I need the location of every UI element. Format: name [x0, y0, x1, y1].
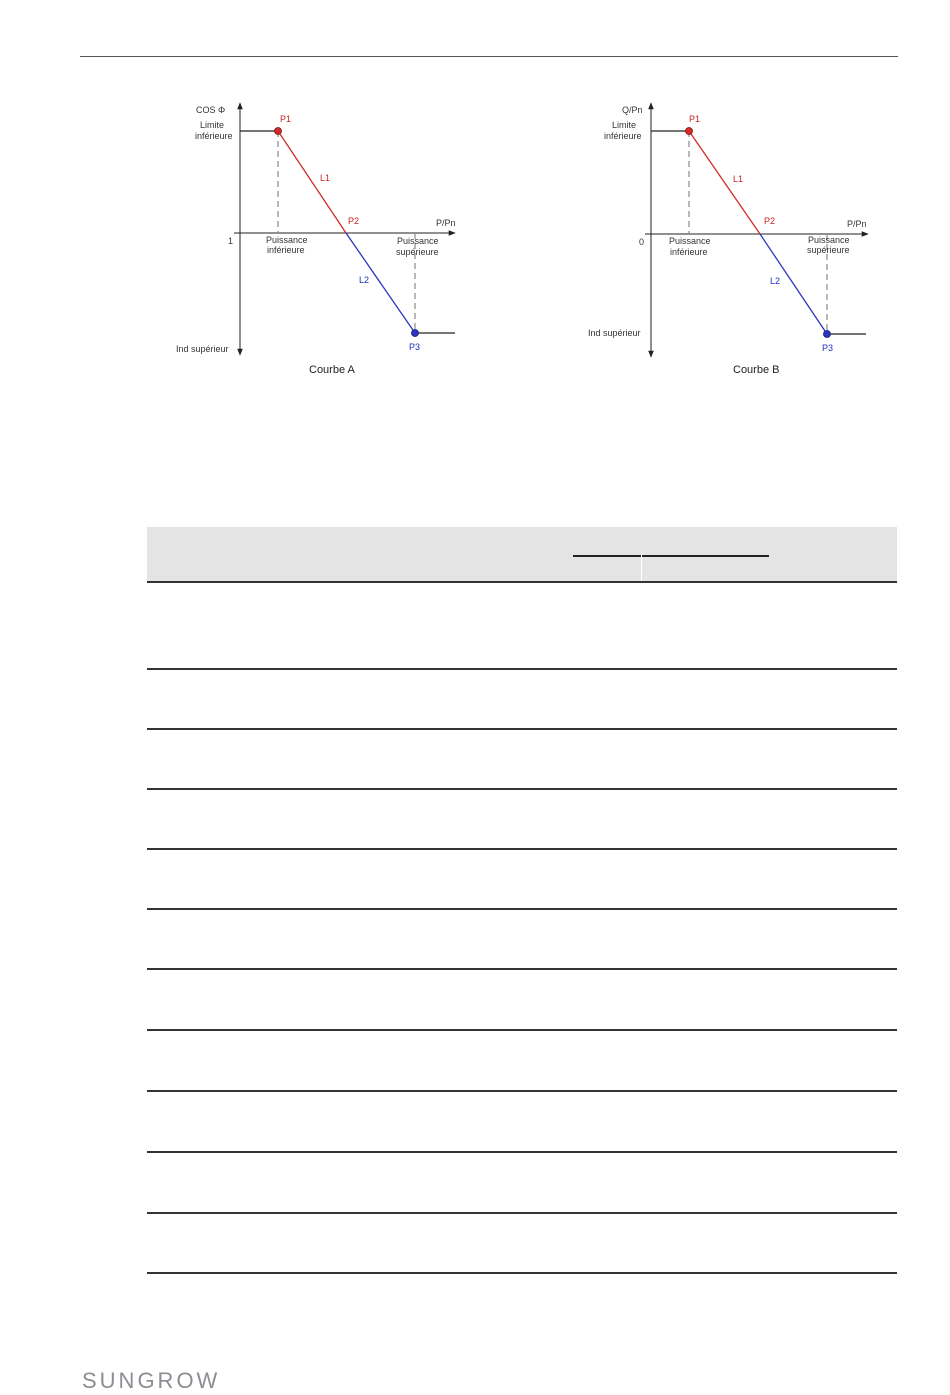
point-p1-marker	[275, 128, 282, 135]
line-l2-label: L2	[770, 276, 781, 286]
column-divider	[641, 555, 642, 581]
x-upper-label-line2: supérieure	[807, 245, 850, 255]
point-p2-label: P2	[348, 216, 360, 226]
upper-y-label-line1: Limite	[200, 120, 225, 130]
upper-y-label-line1: Limite	[612, 120, 637, 130]
x-lower-label-line1: Puissance	[669, 236, 711, 246]
lower-y-label: Ind supérieur	[588, 328, 641, 338]
upper-y-label-line2: inférieure	[195, 131, 233, 141]
sungrow-logo: SUNGROW	[82, 1368, 221, 1393]
figure-courbe-a	[176, 103, 456, 376]
figure-caption: Courbe B	[733, 364, 780, 376]
segment-l1	[689, 131, 760, 234]
origin-label: 1	[228, 236, 234, 246]
figure-courbe-b	[588, 103, 868, 376]
x-lower-label-line1: Puissance	[266, 235, 308, 245]
point-p2-label: P2	[764, 216, 776, 226]
line-l1-label: L1	[733, 174, 744, 184]
x-upper-label-line2: supérieure	[396, 247, 439, 257]
point-p1-marker	[686, 128, 693, 135]
figure-caption: Courbe A	[309, 364, 355, 376]
segment-l1	[278, 131, 346, 233]
y-axis-label: Q/Pn	[622, 105, 643, 115]
x-upper-label-line1: Puissance	[397, 236, 439, 246]
point-p1-label: P1	[689, 114, 701, 124]
y-axis-label: COS Φ	[196, 105, 226, 115]
point-p3-marker	[824, 331, 831, 338]
table-row	[147, 910, 897, 970]
point-p3-marker	[412, 330, 419, 337]
header-underline	[573, 555, 769, 557]
x-upper-label-line1: Puissance	[808, 235, 850, 245]
figures-svg	[0, 0, 950, 400]
upper-y-label-line2: inférieure	[604, 131, 642, 141]
point-p3-label: P3	[822, 343, 834, 353]
table-row	[147, 850, 897, 910]
table-row	[147, 1153, 897, 1214]
table-row	[147, 790, 897, 850]
origin-label: 0	[639, 237, 645, 247]
line-l1-label: L1	[320, 173, 331, 183]
table-row	[147, 970, 897, 1031]
x-lower-label-line2: inférieure	[670, 247, 708, 257]
table-row	[147, 1092, 897, 1153]
point-p1-label: P1	[280, 114, 292, 124]
table-row	[147, 730, 897, 790]
table-row	[147, 1214, 897, 1274]
line-l2-label: L2	[359, 275, 370, 285]
point-p3-label: P3	[409, 342, 421, 352]
parameter-table	[147, 527, 897, 1274]
table-header	[147, 527, 897, 583]
table-row	[147, 1031, 897, 1092]
lower-y-label: Ind supérieur	[176, 344, 229, 354]
table-row	[147, 583, 897, 670]
x-lower-label-line2: inférieure	[267, 245, 305, 255]
table-row	[147, 670, 897, 730]
x-axis-label: P/Pn	[847, 219, 867, 229]
x-axis-label: P/Pn	[436, 218, 456, 228]
